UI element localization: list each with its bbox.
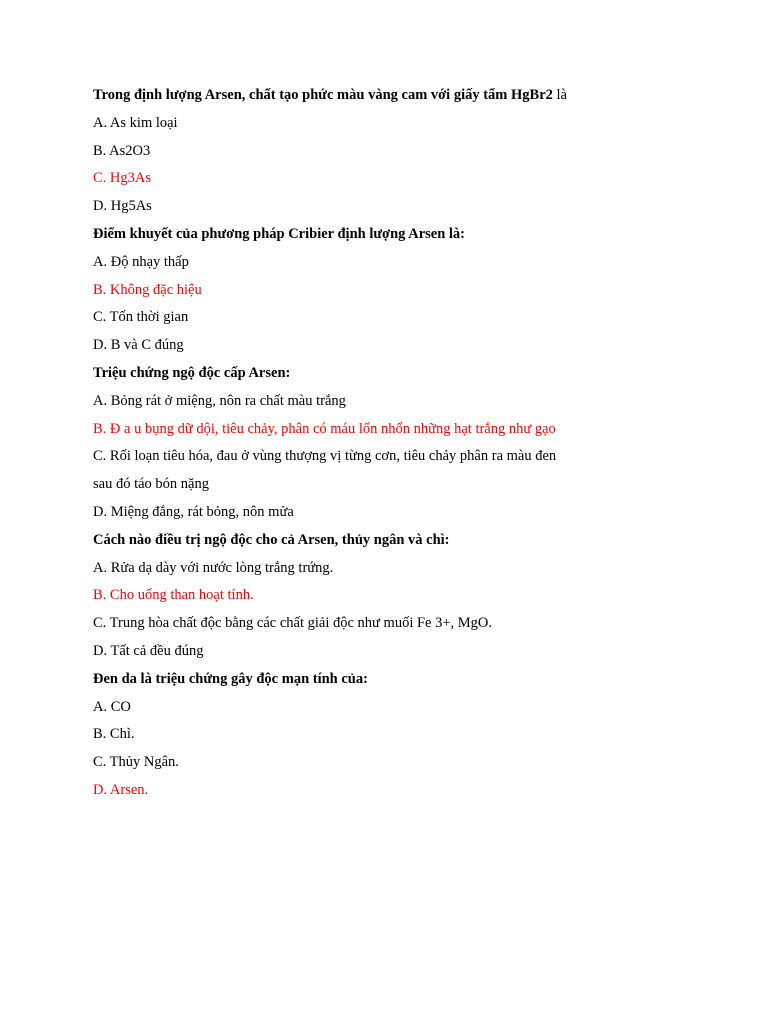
question-4-option-a: A. Rửa dạ dày với nước lòng trắng trứng. [93,559,334,576]
question-2-option-a: A. Độ nhạy thấp [93,253,189,270]
question-1-option-d: D. Hg5As [93,198,152,215]
question-3-text: Triệu chứng ngộ độc cấp Arsen: [93,364,291,381]
question-5-text: Đen da là triệu chứng gây độc mạn tính của: [93,670,368,687]
question-3 [93,360,733,388]
question-5 [93,666,733,694]
question-3-option-d: D. Miệng đắng, rát bỏng, nôn mửa [93,503,294,520]
question-2 [93,221,733,249]
question-1-text: Trong định lượng Arsen, chất tạo phức màu vàng cam với giấy tẩm HgBr2 [93,87,553,103]
question-1 [93,82,733,110]
question-1-option-b: B. As2O3 [93,142,151,159]
document-page [93,82,733,805]
question-4-option-b-correct: B. Cho uống than hoạt tính. [93,587,254,604]
question-4-option-c: C. Trung hòa chất độc bằng các chất giải độc như muối Fe 3+, MgO. [93,615,493,632]
question-5-option-c: C. Thủy Ngân. [93,754,179,771]
question-2-option-b-correct: B. Không đặc hiệu [93,281,202,298]
question-1-option-c-correct: C. Hg3As [93,170,152,187]
question-4-text: Cách nào điều trị ngộ độc cho cả Arsen, thủy ngân và chì: [93,531,450,548]
question-1-tail: là [552,87,567,103]
question-5-option-d-correct: D. Arsen. [93,781,149,798]
question-2-option-c: C. Tốn thời gian [93,309,189,326]
question-5-option-b: B. Chì. [93,726,135,743]
question-4-option-d: D. Tất cả đều đúng [93,642,204,659]
question-2-text: Điểm khuyết của phương pháp Cribier định lượng Arsen là: [93,225,466,242]
question-3-option-c: C. Rối loạn tiêu hóa, đau ở vùng thượng vị từng cơn, tiêu chảy phân ra màu đen [93,448,557,465]
question-4 [93,527,733,555]
question-3-option-a: A. Bỏng rát ở miệng, nôn ra chất màu trắng [93,392,346,409]
question-3-option-c-continued: sau đó táo bón nặng [93,476,209,493]
question-1-option-a: A. As kim loại [93,114,178,131]
question-3-option-b-correct: B. Đ a u bụng dữ dội, tiêu chảy, phân có máu lổn nhổn những hạt trắng như gạo [93,420,556,437]
question-2-option-d: D. B và C đúng [93,337,184,354]
question-5-option-a: A. CO [93,698,131,715]
